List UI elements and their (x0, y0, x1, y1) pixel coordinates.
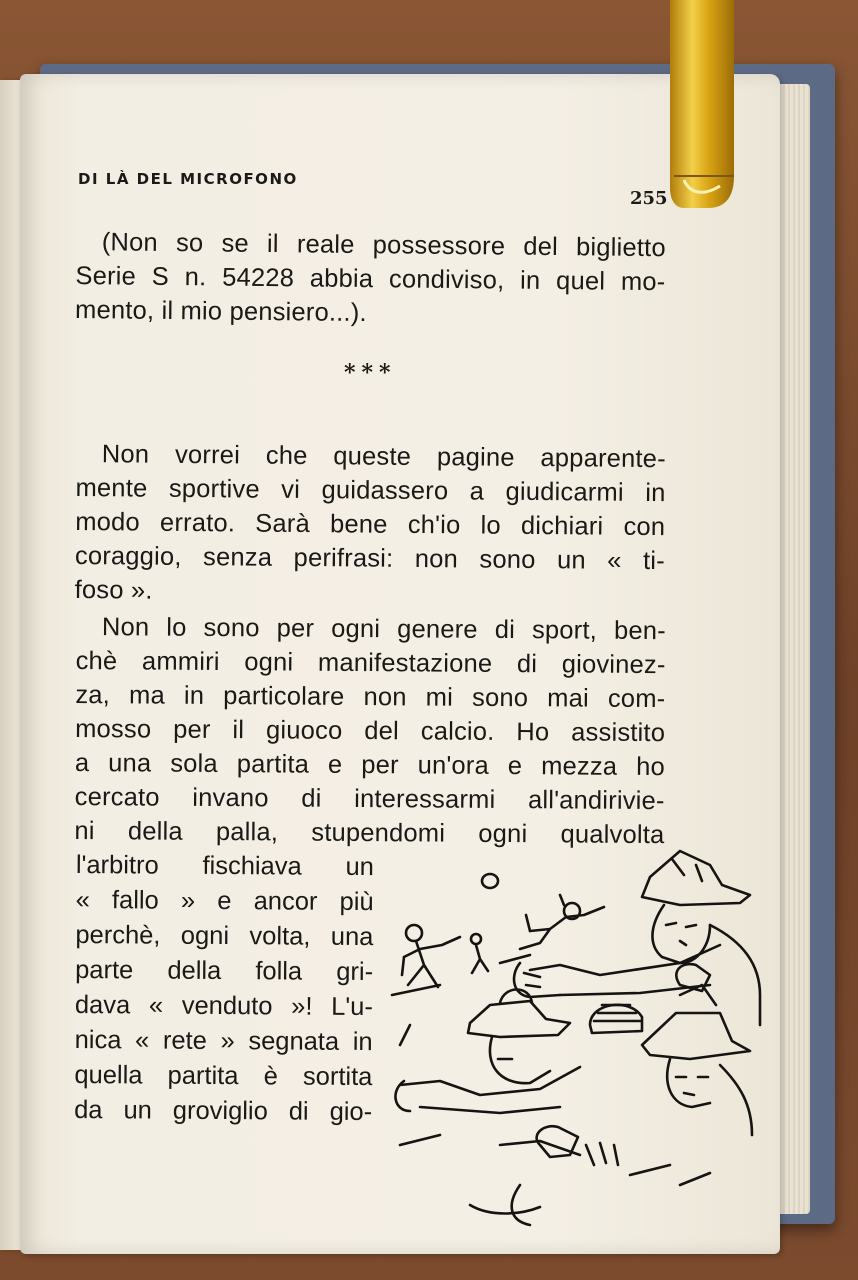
text-line: ni della palla, stupendomi ogni qualvolta (74, 816, 665, 850)
text-line: foso ». (74, 575, 153, 605)
text-line: coraggio, senza perifrasi: non sono un « ti- (74, 541, 666, 576)
text-line: cercato invano di interessarmi all'andirivie- (74, 782, 665, 816)
text-line: da un groviglio di gio- (74, 1095, 373, 1127)
text-line: modo errato. Sarà bene ch'io lo dichiari con (75, 507, 666, 542)
text-line: Non lo sono per ogni genere di sport, ben- (101, 613, 666, 646)
section-break: *** (344, 360, 397, 386)
running-head: DI LÀ DEL MICROFONO (78, 170, 298, 188)
text-line: mosso per il giuoco del calcio. Ho assistito (75, 714, 666, 748)
text-line: chè ammiri ogni manifestazione di giovinez- (75, 646, 666, 680)
text-line: mente sportive vi guidassero a giudicarmi in (75, 473, 666, 508)
text-line: dava « venduto »! L'u- (74, 990, 373, 1022)
text-line: perchè, ogni volta, una (75, 920, 374, 952)
paragraph-2 (75, 437, 666, 612)
gold-bookmark-clip (664, 0, 742, 212)
paragraph-3 (74, 610, 666, 852)
text-line: mento, il mio pensiero...). (74, 295, 367, 328)
text-line: Serie S n. 54228 abbia condiviso, in quel mo- (75, 261, 666, 297)
text-line: parte della folla gri- (75, 955, 374, 987)
paragraph-3-wrapped (74, 848, 374, 1130)
text-line: Non vorrei che queste pagine apparente- (101, 440, 666, 474)
text-line: quella partita è sortita (74, 1060, 373, 1092)
text-line: « fallo » e ancor più (75, 885, 374, 917)
paragraph-1 (75, 225, 666, 333)
text-line: (Non so se il reale possessore del biglietto (101, 228, 666, 263)
text-line: l'arbitro fischiava un (75, 850, 374, 882)
page-number: 255 (630, 188, 668, 209)
text-line: nica « rete » segnata in (74, 1025, 373, 1057)
text-line: za, ma in particolare non mi sono mai com- (75, 680, 666, 714)
text-line: a una sola partita e per un'ora e mezza ho (74, 748, 666, 782)
football-crowd-cartoon-icon (380, 845, 770, 1235)
